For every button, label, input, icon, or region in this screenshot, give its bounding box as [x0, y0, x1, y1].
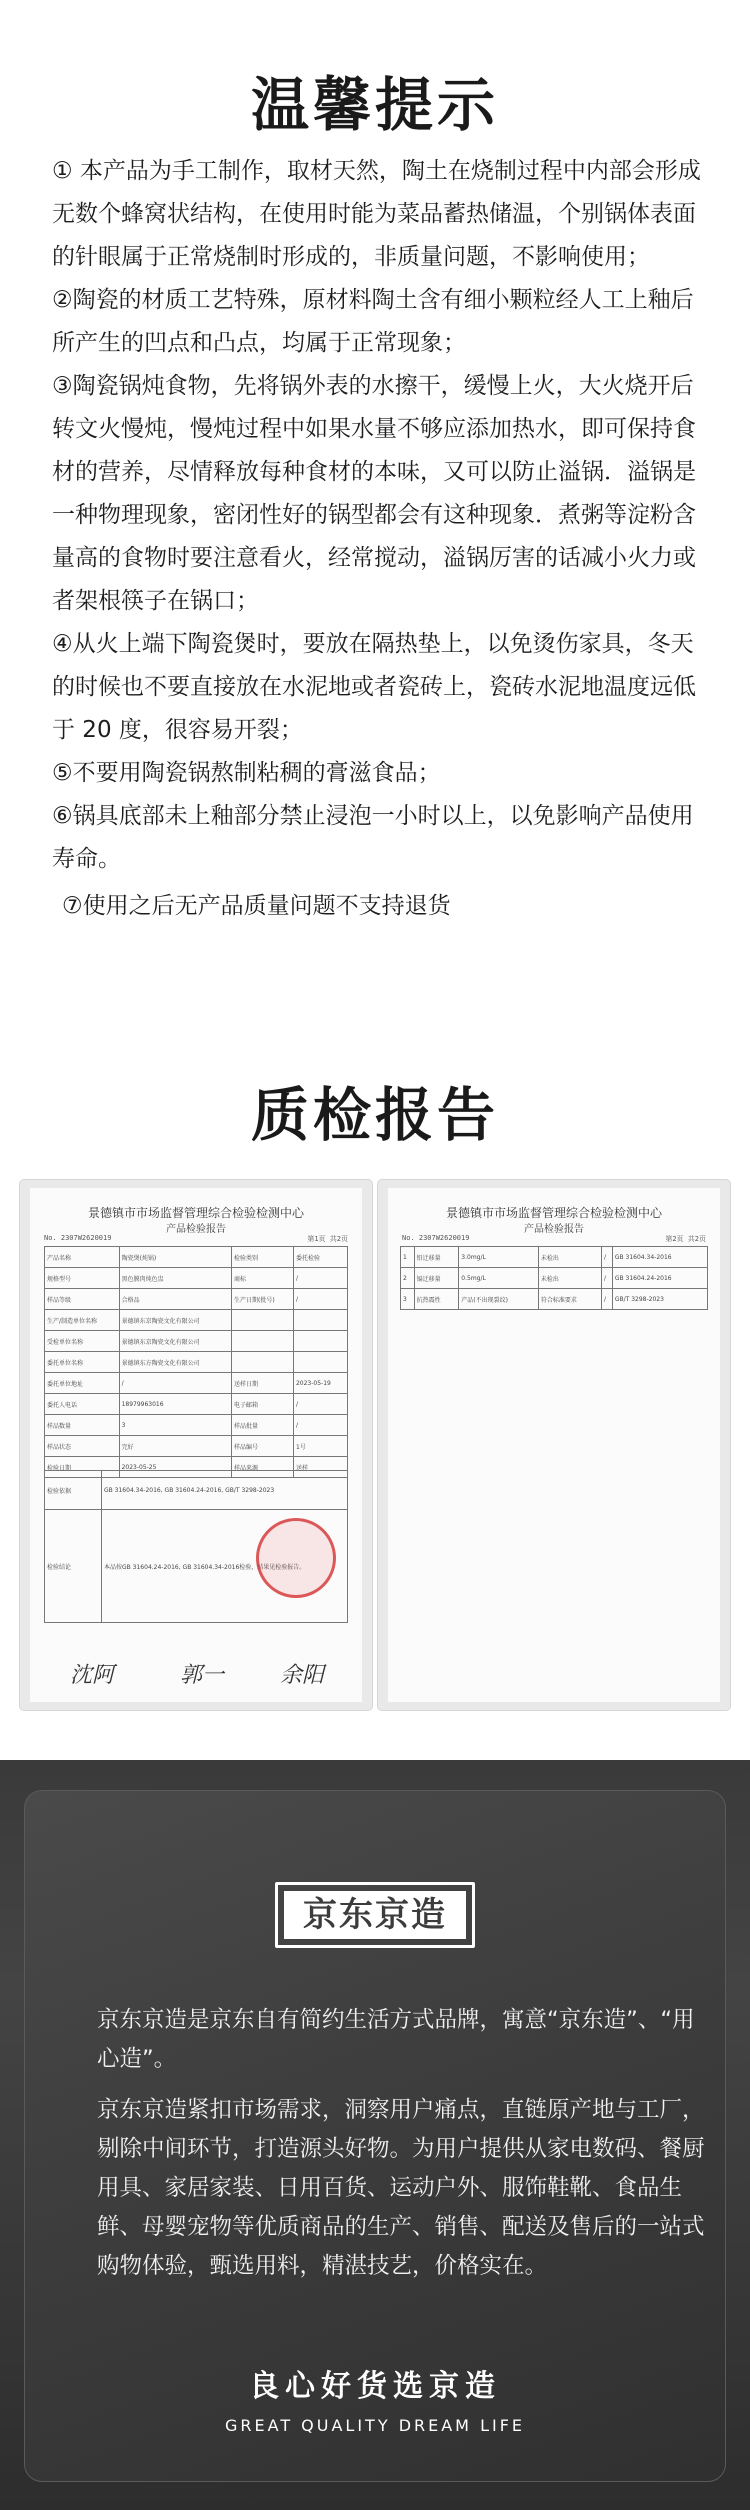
table-cell: 样品来源: [232, 1457, 294, 1478]
table-cell: 陶瓷煲(炖锅): [119, 1247, 231, 1268]
brand-slogan: 良心好货选京造: [249, 2369, 501, 2404]
brand-description: 京东京造紧扣市场需求，洞察用户痛点，直链原产地与工厂，剔除中间环节，打造源头好物。为用户提供从家电数码、餐厨用具、家居家装、日用百货、运动户外、服饰鞋靴、食品生鲜、母婴宠物等优质商品的生产、销售、配送及售后的一站式购物体验，甄选用料，精湛技艺，价格实在。: [97, 2097, 705, 2279]
table-row: [45, 1373, 348, 1394]
table-cell: [293, 1310, 347, 1331]
table-cell: 未检出: [538, 1247, 601, 1268]
table-row: [401, 1268, 708, 1289]
conclusion-value: 本品按GB 31604.24-2016, GB 31604.34-2016检验，结果见检验报告。: [102, 1510, 348, 1623]
table-cell: 委托人电话: [45, 1394, 120, 1415]
notice-title: 温馨提示: [250, 71, 499, 139]
table-cell: 检验类别: [232, 1247, 294, 1268]
table-cell: 样品状态: [45, 1436, 120, 1457]
notice-item: ⑥锅具底部未上釉部分禁止浸泡一小时以上，以免影响产品使用寿命。: [52, 803, 694, 872]
notice-item: ④从火上端下陶瓷煲时，要放在隔热垫上，以免烫伤家具，冬天的时候也不要直接放在水泥地或者瓷砖上，瓷砖水泥地温度远低于 20 度，很容易开裂；: [52, 631, 696, 743]
table-cell: 商标: [232, 1268, 294, 1289]
table-cell: 3.0mg/L: [459, 1247, 539, 1268]
table-row: [45, 1436, 348, 1457]
table-cell: 生产日期(批号): [232, 1289, 294, 1310]
table-row: [45, 1415, 348, 1436]
table-cell: 委托单位名称: [45, 1352, 120, 1373]
brand-logo-text: 京东京造: [284, 1891, 466, 1939]
table-cell: /: [602, 1247, 613, 1268]
report-paper: [30, 1188, 362, 1702]
conclusion-label: 检验结论: [45, 1510, 102, 1623]
table-row: [401, 1289, 708, 1310]
table-cell: 送样日期: [232, 1373, 294, 1394]
table-row: [45, 1394, 348, 1415]
brand-intro: 京东京造是京东自有简约生活方式品牌，寓意“京东造”、“用心造”。: [97, 2007, 695, 2072]
table-cell: 抗热震性: [414, 1289, 459, 1310]
basis-label: 检验依据: [45, 1471, 102, 1510]
table-cell: /: [293, 1415, 347, 1436]
table-cell: 送样: [293, 1457, 347, 1478]
table-cell: 景德镇东京陶瓷文化有限公司: [119, 1310, 231, 1331]
table-row: [45, 1352, 348, 1373]
table-row: [401, 1247, 708, 1268]
table-cell: 受检单位名称: [45, 1331, 120, 1352]
table-cell: /: [293, 1394, 347, 1415]
report-doc-title: 产品检验报告: [524, 1224, 584, 1235]
red-seal-stamp: [256, 1518, 336, 1598]
notice-item: ②陶瓷的材质工艺特殊，原材料陶土含有细小颗粒经人工上釉后所产生的凹点和凸点，均属于正常现象；: [52, 287, 694, 356]
report-number: No. 2307W2620019: [44, 1234, 112, 1242]
table-cell: GB/T 3298-2023: [612, 1289, 707, 1310]
brand-card: [24, 1790, 726, 2482]
table-cell: 景德镇东京陶瓷文化有限公司: [119, 1331, 231, 1352]
report-org: 景德镇市市场监督管理综合检验检测中心: [87, 1206, 304, 1220]
table-cell: 样品数量: [45, 1415, 120, 1436]
table-cell: /: [602, 1268, 613, 1289]
signature: 余阳: [280, 1663, 325, 1688]
table-cell: 样品等级: [45, 1289, 120, 1310]
table-cell: 3: [119, 1415, 231, 1436]
table-cell: GB 31604.34-2016: [612, 1247, 707, 1268]
table-cell: /: [293, 1268, 347, 1289]
report-page-number: 第2页 共2页: [665, 1235, 706, 1243]
table-cell: 产品(不出现裂纹): [459, 1289, 539, 1310]
table-cell: 2023-05-25: [119, 1457, 231, 1478]
table-cell: 委托检验: [293, 1247, 347, 1268]
report-org: 景德镇市市场监督管理综合检验检测中心: [445, 1206, 662, 1220]
table-cell: 样品批量: [232, 1415, 294, 1436]
notice-item: ③陶瓷锅炖食物，先将锅外表的水擦干，缓慢上火，大火烧开后转文火慢炖，慢炖过程中如果水量不够应添加热水，即可保持食材的营养，尽情释放每种食材的本味，又可以防止溢锅．溢锅是一种物理现象，密闭性好的锅型都会有这种现象．煮粥等淀粉含量高的食物时要注意看火，经常搅动，溢锅厉害的话减小火力或者架根筷子在锅口；: [52, 373, 696, 614]
table-row: [45, 1289, 348, 1310]
table-cell: 未检出: [538, 1268, 601, 1289]
table-cell: 铅迁移量: [414, 1247, 459, 1268]
notice-item: ⑤不要用陶瓷锅熬制粘稠的膏滋食品；: [52, 760, 441, 786]
table-cell: [232, 1331, 294, 1352]
notice-item: ① 本产品为手工制作，取材天然，陶土在烧制过程中内部会形成无数个蜂窝状结构，在使用时能为菜品蓄热储温，个别锅体表面的针眼属于正常烧制时形成的，非质量问题，不影响使用；: [52, 158, 701, 270]
report-results-table: [400, 1246, 708, 1310]
table-cell: 镉迁移量: [414, 1268, 459, 1289]
table-cell: 完好: [119, 1436, 231, 1457]
table-cell: /: [602, 1289, 613, 1310]
table-cell: 检验日期: [45, 1457, 120, 1478]
brand-logo: [275, 1882, 475, 1948]
table-row: [45, 1331, 348, 1352]
table-cell: /: [119, 1373, 231, 1394]
table-cell: 2023-05-19: [293, 1373, 347, 1394]
brand-section: [0, 1760, 750, 2510]
report-title: 质检报告: [250, 1081, 499, 1149]
table-cell: /: [293, 1289, 347, 1310]
table-cell: GB 31604.24-2016: [612, 1268, 707, 1289]
report-page-2: [378, 1180, 730, 1710]
table-cell: 生产/制造单位名称: [45, 1310, 120, 1331]
report-number: No. 2307W2620019: [402, 1234, 470, 1242]
table-row: [45, 1310, 348, 1331]
notice-section: [0, 0, 750, 1040]
table-cell: 0.5mg/L: [459, 1268, 539, 1289]
table-cell: [232, 1310, 294, 1331]
table-cell: 电子邮箱: [232, 1394, 294, 1415]
table-cell: 样品编号: [232, 1436, 294, 1457]
table-cell: 委托单位地址: [45, 1373, 120, 1394]
table-cell: 景德镇东方陶瓷文化有限公司: [119, 1352, 231, 1373]
notice-item: ⑦使用之后无产品质量问题不支持退货: [62, 893, 451, 919]
table-row: [45, 1268, 348, 1289]
report-doc-title: 产品检验报告: [166, 1224, 226, 1235]
table-cell: 产品名称: [45, 1247, 120, 1268]
notice-list: [52, 150, 712, 928]
table-cell: [232, 1352, 294, 1373]
table-cell: 符合标准要求: [538, 1289, 601, 1310]
signature: 沈阿: [70, 1663, 115, 1688]
signature: 郭一: [180, 1663, 225, 1688]
brand-slogan-en: GREAT QUALITY DREAM LIFE: [224, 2416, 526, 2435]
table-cell: 合格品: [119, 1289, 231, 1310]
table-cell: 2: [401, 1268, 415, 1289]
table-cell: 规格型号: [45, 1268, 120, 1289]
table-cell: [293, 1331, 347, 1352]
report-page-1: [20, 1180, 372, 1710]
table-cell: [293, 1352, 347, 1373]
basis-value: GB 31604.34-2016, GB 31604.24-2016, GB/T 3298-2023: [102, 1471, 348, 1510]
report-paper: [388, 1188, 720, 1702]
table-cell: 3: [401, 1289, 415, 1310]
table-row: [45, 1247, 348, 1268]
report-table: [44, 1246, 348, 1478]
table-cell: 1: [401, 1247, 415, 1268]
table-cell: 1号: [293, 1436, 347, 1457]
table-cell: 黑色膜肉炖色盅: [119, 1268, 231, 1289]
report-page-number: 第1页 共2页: [307, 1235, 348, 1243]
table-cell: 18979963016: [119, 1394, 231, 1415]
